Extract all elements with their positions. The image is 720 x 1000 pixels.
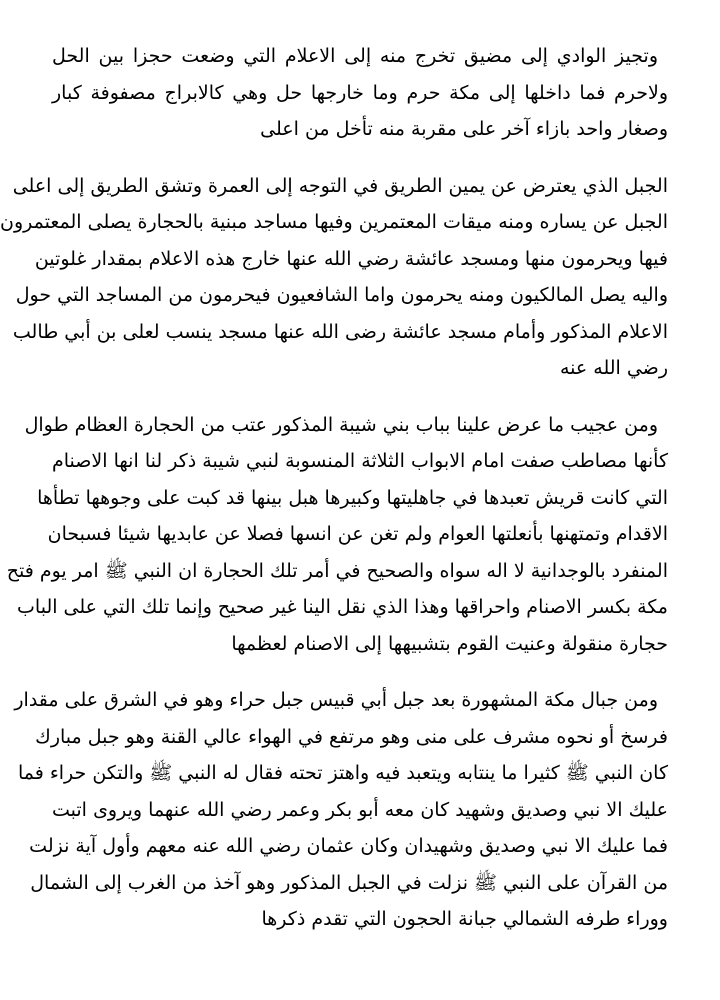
text-line: ووراء طرفه الشمالي جبانة الحجون التي تقدم ذكرها	[261, 908, 668, 930]
paragraph	[6, 407, 668, 663]
text-line: حجارة منقولة وعنيت القوم بتشبيهها إلى الاصنام لعظمها	[231, 632, 668, 655]
text-line: واليه يصل المالكيون ومنه يحرمون واما الشافعيون فيحرمون من المساجد التي حول	[15, 284, 668, 306]
text-line: ومن جبال مكة المشهورة بعد جبل أبي قبيس جبل حراء وهو في الشرق على مقدار	[14, 689, 658, 711]
paragraph	[0, 168, 668, 387]
paragraph	[52, 38, 668, 148]
text-line: رضي الله عنه	[559, 357, 668, 379]
text-line: وصغار واحد بازاء آخر على مقربة منه تأخل من اعلى	[260, 118, 668, 140]
text-line: كان النبي ﷺ كثيرا ما ينتابه ويتعبد فيه واهتز تحته فقال له النبي ﷺ والتكن حراء فما	[17, 762, 668, 784]
text-line: فيها ويحرمون منها ومسجد عائشة رضي الله عنها خارج هذه الاعلام بمقدار غلوتين	[34, 247, 668, 270]
text-line: الجبل عن يساره ومنه ميقات المعتمرين وفيها مساجد مبنية بالحجارة يصلى المعتمرون	[0, 211, 668, 233]
text-line: عليك الا نبي وصديق وشهيد كان معه أبو بكر وعمر رضي الله عنهما ويروى اتبت	[52, 798, 668, 821]
text-line: فرسخ أو نحوه مشرف على منى وهو مرتفع في الهواء عالي القنة وهو جبل مبارك	[35, 725, 668, 748]
text-line: الجبل الذي يعترض عن يمين الطريق في التوجه إلى العمرة وتشق الطريق إلى اعلى	[12, 174, 668, 197]
document-page	[0, 38, 668, 958]
text-line: الاقدام وتمتهنها بأنعلتها العوام ولم تغن عن انسها فصلا عن عابديها شيئا فسبحان	[47, 523, 668, 545]
text-line: من القرآن على النبي ﷺ نزلت في الجبل المذكور وهو آخذ من الغرب إلى الشمال	[30, 871, 668, 894]
text-line: فما عليك الا نبي وصديق وشهيدان وكان عثمان رضي الله عنه معهم وأول آية نزلت	[29, 835, 668, 857]
text-line: كأنها مصاطب صفت امام الابواب الثلاثة المنسوبة لنبي شيبة ذكر لنا انها الاصنام	[52, 450, 668, 472]
text-line: الاعلام المذكور وأمام مسجد عائشة رضى الله عنها مسجد ينسب لعلى بن أبي طالب	[12, 320, 668, 343]
paragraph	[14, 682, 668, 938]
text-line: المنفرد بالوجدانية لا اله سواه والصحيح في أمر تلك الحجارة ان النبي ﷺ امر يوم فتح	[6, 559, 668, 582]
text-line: مكة بكسر الاصنام واحراقها وهذا الذي نقل الينا غير صحيح وإنما تلك التي على الباب	[17, 596, 668, 618]
text-line: التي كانت قريش تعبدها في جاهليتها وكبيرها هبل بينها قد كبت على وجوهها تطأها	[37, 486, 668, 509]
text-line: وتجيز الوادي إلى مضيق تخرج منه إلى الاعلام التي وضعت حجزا بين الحل	[52, 45, 658, 67]
text-line: ولاحرم فما داخلها إلى مكة حرم وما خارجها حل وهي كالابراج مصفوفة كبار	[52, 81, 668, 104]
text-line: ومن عجيب ما عرض علينا بباب بني شيبة المذكور عتب من الحجارة العظام طوال	[24, 413, 658, 436]
